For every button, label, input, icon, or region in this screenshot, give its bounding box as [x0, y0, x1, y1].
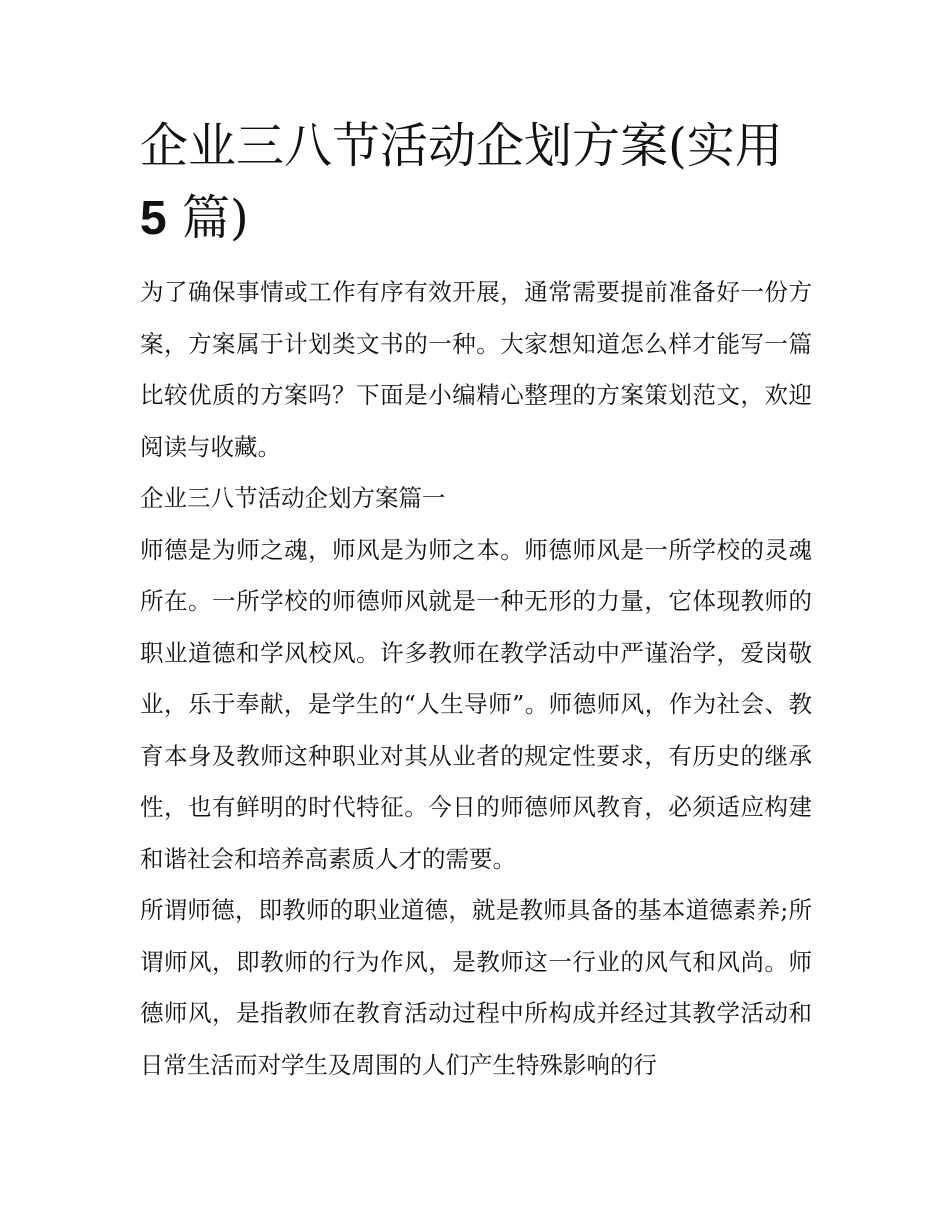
body-paragraph-2: 所谓师德，即教师的职业道德，就是教师具备的基本道德素养;所谓师风，即教师的行为作风，是教师这一行业的风气和风尚。师德师风，是指教师在教育活动过程中所构成并经过其教学活动和日常生活而对学生及周围的人们产生特殊影响的行 — [140, 896, 812, 1079]
title-suffix: 篇) — [166, 190, 249, 246]
document-content — [140, 110, 812, 1091]
intro-paragraph: 为了确保事情或工作有序有效开展，通常需要提前准备好一份方案，方案属于计划类文书的一种。大家想知道怎么样才能写一篇比较优质的方案吗？下面是小编精心整理的方案策划范文，欢迎阅读与收藏。 — [140, 278, 812, 461]
title-number: 5 — [140, 192, 167, 245]
title-prefix: 企业三八节活动企划方案(实用 — [140, 118, 783, 174]
section-heading: 企业三八节活动企划方案篇一 — [140, 484, 446, 512]
body-paragraph-1: 师德是为师之魂，师风是为师之本。师德师风是一所学校的灵魂所在。一所学校的师德师风就是一种无形的力量，它体现教师的职业道德和学风校风。许多教师在教学活动中严谨治学，爱岗敬业，乐于奉献，是学生的“人生导师”。师德师风，作为社会、教育本身及教师这种职业对其从业者的规定性要求，有历史的继承性，也有鲜明的时代特征。今日的师德师风教育，必须适应构建和谐社会和培养高素质人才的需要。 — [140, 535, 812, 873]
document-title — [140, 110, 812, 255]
